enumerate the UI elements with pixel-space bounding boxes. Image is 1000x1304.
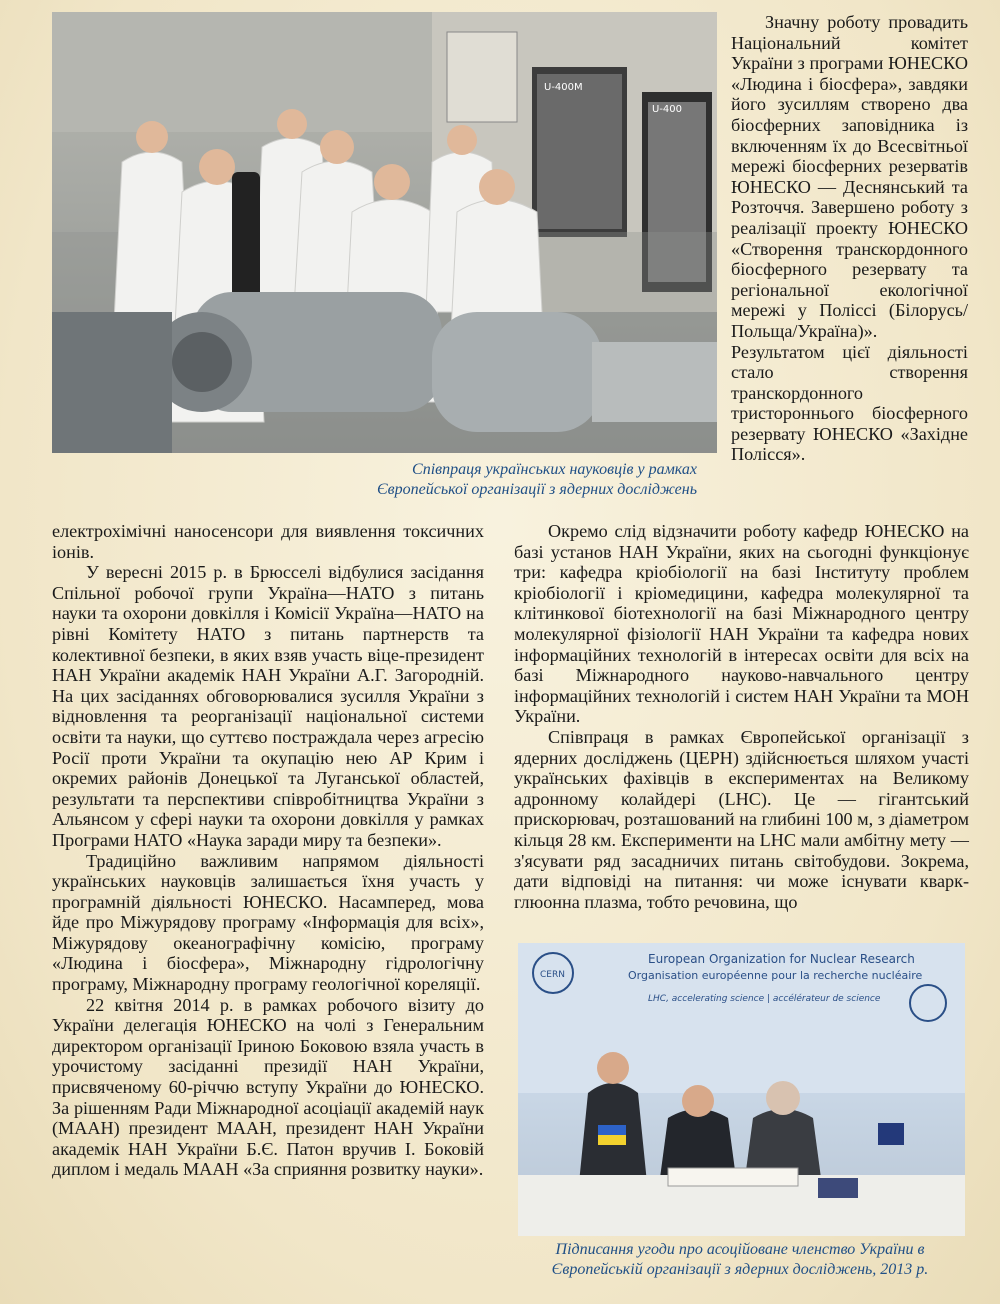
caption-line: Підписання угоди про асоційоване членство України в [555,1241,925,1258]
banner-line-1: European Organization for Nuclear Research [648,952,915,966]
left-column [52,521,484,1180]
banner-line-2: Organisation européenne pour la recherche nucléaire [628,969,923,982]
paragraph: Окремо слід відзначити роботу кафедр ЮНЕСКО на базі установ НАН України, яких на сьогодні функціонує три: кафедра кріобіології на базі Інституту проблем кріобіології і кріомедицини, кафедра молекулярної та клітинкової біотехнології на базі Міжнародного центру молекулярної фізіології НАН України та кафедра нових інформаційних технологій в інтересах освіти для всіх на базі Міжнародного науково-навчального центру інформаційних технологій і систем НАН України та МОН України. [514,521,969,727]
paragraph: У вересні 2015 р. в Брюсселі відбулися засідання Спільної робочої групи Україна—НАТО з питань науки та охорони довкілля і Комісії Україна—НАТО на рівні Комітету НАТО з питань партнерств та колективної безпеки, в яких взяв участь віце-президент НАН України академік НАН України А.Г. Загородній. На цих засіданнях обговорювалися зусилля України з відновлення та реорганізації національної системи освіти та науки, що суттєво постраждала через агресію Росії проти України та окупацію нею АР Крим і окремих районів Донецької та Луганської областей, результати та перспективи співробітництва України з Альянсом у сфері науки та охорони довкілля у рамках Програми НАТО «Наука заради миру та безпеки». [52,562,484,850]
signing-scene-illustration [518,943,965,1236]
signing-photo-caption [515,1240,965,1280]
caption-line: Співпраця українських науковців у рамках [412,461,697,478]
signing-photo [518,943,965,1236]
lab-scene-illustration [52,12,717,453]
u400-label: U-400 [652,104,683,115]
paragraph: Співпраця в рамках Європейської організації з ядерних досліджень (ЦЕРН) здійснюється шляхом участі українських фахівців в експериментах на Великому адронному колайдері (LHC). Це — гігантський прискорювач, розташований на глибині 100 м, з діаметром кільця 28 км. Експерименти на LHC мали амбітну мету — з'ясувати ряд засадничих питань світобудови. Зокрема, дати відповіді на питання: чи може існувати кварк-глюонна плазма, тобто речовина, що [514,726,969,912]
lab-photo-caption [300,460,697,500]
paragraph: електрохімічні наносенсори для виявлення токсичних іонів. [52,521,484,562]
right-column [514,521,969,912]
u400m-label: U-400M [544,82,583,93]
caption-line: Європейської організації з ядерних досліджень [376,481,697,498]
paragraph: Традиційно важливим напрямом діяльності українських науковців залишається їхня участь у програмній діяльності ЮНЕСКО. Насамперед, мова йде про Міжурядову програму «Інформація для всіх», Міжурядову океанографічну комісію, програму «Людина і біосфера», Міжнародну гідрологічну програму, Міжнародну програму геологічної кореляції. [52,850,484,995]
banner-line-3: LHC, accelerating science | accélérateur de science [648,994,881,1004]
paragraph: 22 квітня 2014 р. в рамках робочого візиту до України делегація ЮНЕСКО на чолі з Генеральним директором організації Іриною Боковою взяла участь в урочистому засіданні президії НАН України, присвяченому 60-річчю вступу України до ЮНЕСКО. За рішенням Ради Міжнародної асоціації академій наук (МААН) президент МААН, президент НАН України академік НАН України Б.Є. Патон вручив І. Боковій диплом і медаль МААН «За сприяння розвитку науки». [52,994,484,1180]
caption-line: Європейській організації з ядерних досліджень, 2013 р. [551,1261,929,1278]
right-top-column [731,12,968,465]
lab-photo [52,12,717,453]
cern-logo-text: CERN [540,970,565,980]
paragraph: Значну роботу провадить Національний комітет України з програми ЮНЕСКО «Людина і біосфера», завдяки його зусиллям створено два біосферних заповідника із включенням їх до Всесвітньої мережі біосферних резерватів ЮНЕСКО — Деснянський та Розточчя. Завершено роботу з реалізації проекту ЮНЕСКО «Створення транскордонного біосферного резервату та регіональної екологічної мережі у Поліссі (Білорусь/Польща/Україна)». Результатом цієї діяльності стало створення транскордонного тристороннього біосферного резервату ЮНЕСКО «Західне Полісся». [731,12,968,465]
